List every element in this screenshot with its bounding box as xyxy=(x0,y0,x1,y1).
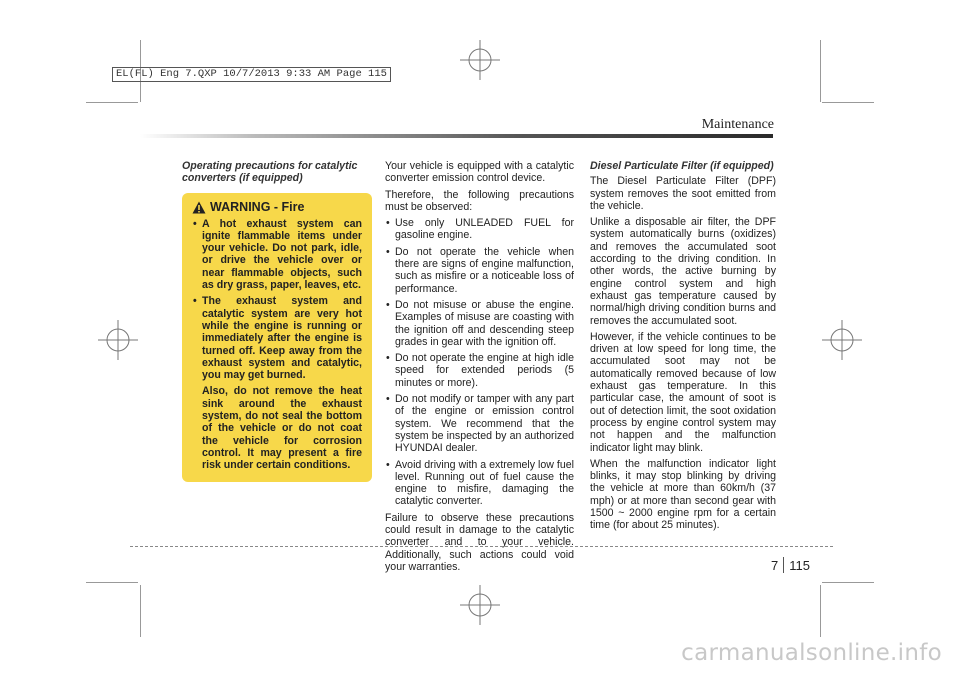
precaution-list xyxy=(385,217,574,508)
subheading: Diesel Particulate Filter (if equipped) xyxy=(590,160,774,172)
column-catalytic-converter xyxy=(385,160,574,577)
paragraph: Failure to observe these precautions could result in damage to the catalytic converter and to your vehicle. Additionally, such actions could void your warranties. xyxy=(385,511,574,573)
crop-mark xyxy=(86,102,138,103)
chapter-number: 7 xyxy=(771,557,779,573)
column-catalytic-precautions xyxy=(182,160,372,482)
warning-triangle-icon xyxy=(192,201,206,214)
paragraph: Your vehicle is equipped with a catalytic converter emission control device. xyxy=(385,160,574,185)
registration-mark-icon xyxy=(460,40,500,80)
crop-mark xyxy=(820,40,821,102)
warning-title xyxy=(192,201,362,214)
warning-list xyxy=(192,218,362,382)
crop-mark xyxy=(822,582,874,583)
page-number-divider xyxy=(783,557,784,573)
column-dpf xyxy=(590,160,776,536)
list-item: • Do not modify or tamper with any part of the engine or emission control system. We recommend that the system be inspected by an authorized HYUNDAI dealer. xyxy=(385,393,574,454)
page-number-value: 115 xyxy=(789,557,810,573)
crop-mark xyxy=(86,582,138,583)
crop-mark xyxy=(822,102,874,103)
watermark: carmanualsonline.info xyxy=(681,640,942,666)
paragraph: Therefore, the following precautions must be observed: xyxy=(385,188,574,213)
footer-rule xyxy=(130,546,833,547)
list-item: • Use only UNLEADED FUEL for gasoline engine. xyxy=(385,217,574,242)
list-item: • Avoid driving with a extremely low fuel level. Running out of fuel cause the engine to misfire, damaging the catalytic converter. xyxy=(385,459,574,508)
list-item: • Do not misuse or abuse the engine. Examples of misuse are coasting with the ignition off and descending steep grades in gear with the ignition off. xyxy=(385,299,574,348)
header-rule xyxy=(140,134,773,138)
section-title: Maintenance xyxy=(701,117,774,132)
registration-mark-icon xyxy=(460,585,500,625)
list-item: • Do not operate the engine at high idle speed for extended periods (5 minutes or more). xyxy=(385,352,574,389)
warning-box xyxy=(182,193,372,482)
list-item: • Do not operate the vehicle when there are signs of engine malfunction, such as misfire or a noticeable loss of performance. xyxy=(385,246,574,295)
print-slug: EL(FL) Eng 7.QXP 10/7/2013 9:33 AM Page 115 xyxy=(112,67,391,82)
warning-title-text: WARNING - Fire xyxy=(210,199,305,214)
warning-item: • A hot exhaust system can ignite flammable items under your vehicle. Do not park, idle, or drive the vehicle over or near flammable objects, such as dry grass, paper, leaves, etc. xyxy=(192,218,362,292)
paragraph: When the malfunction indicator light blinks, it may stop blinking by driving the vehicle at more than 60km/h (37 mph) or at more than second gear with 1500 ~ 2000 engine rpm for a certain time (for about 25 minutes). xyxy=(590,457,776,532)
paragraph: Unlike a disposable air filter, the DPF system automatically burns (oxidizes) and removes the accumulated soot according to the driving condition. In other words, the active burning by engine control system and high exhaust gas temperature caused by normal/high driving condition burns and removes the accumulated soot. xyxy=(590,216,776,327)
page-number xyxy=(771,557,810,573)
paragraph: The Diesel Particulate Filter (DPF) system removes the soot emitted from the vehicle. xyxy=(590,175,776,212)
registration-mark-icon xyxy=(822,320,862,360)
subheading: Operating precautions for catalytic converters (if equipped) xyxy=(182,160,358,185)
warning-continuation: Also, do not remove the heat sink around the exhaust system, do not seal the bottom of the vehicle or do not coat the vehicle for corrosion control. It may present a fire risk under certain conditions. xyxy=(202,385,362,472)
registration-mark-icon xyxy=(98,320,138,360)
warning-item: • The exhaust system and catalytic system are very hot while the engine is running or immediately after the engine is turned off. Keep away from the exhaust system and catalytic, you may get burned. xyxy=(192,295,362,381)
crop-mark xyxy=(140,585,141,637)
crop-mark xyxy=(820,585,821,637)
paragraph: However, if the vehicle continues to be driven at low speed for long time, the accumulated soot may not be automatically removed because of low exhaust gas temperature. In this particular case, the amount of soot is out of detection limit, the soot oxidation process by engine control system may not happen and the malfunction indicator light may blink. xyxy=(590,330,776,454)
